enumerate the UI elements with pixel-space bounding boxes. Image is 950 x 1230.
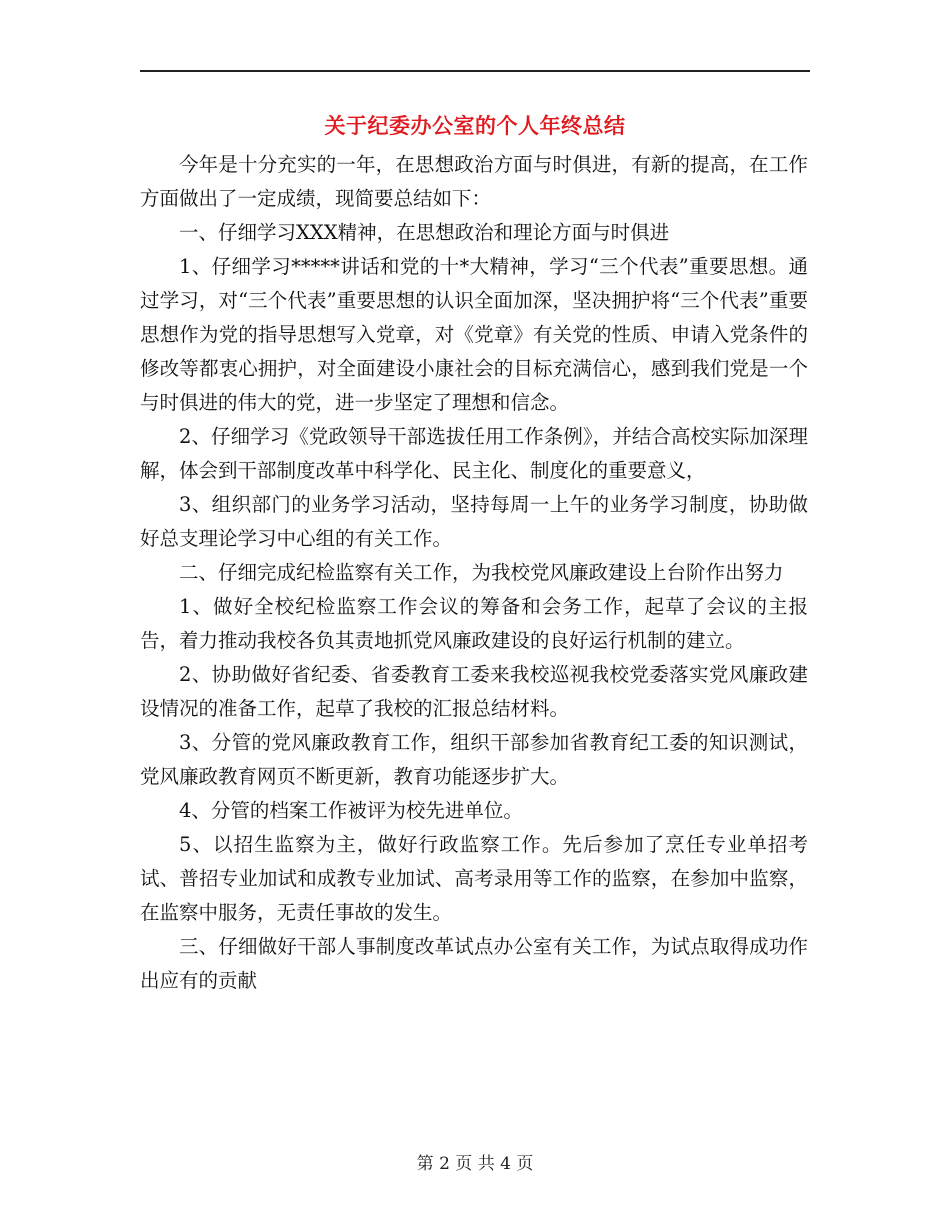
document-title: 关于纪委办公室的个人年终总结 xyxy=(324,113,626,138)
section-heading-2: 二、仔细完成纪检监察有关工作，为我校党风廉政建设上台阶作出努力 xyxy=(179,561,784,584)
paragraph: 3、分管的党风廉政教育工作，组织干部参加省教育纪工委的知识测试，党风廉政教育网页不断更新，教育功能逐步扩大。 xyxy=(140,731,808,788)
page-footer: 第 2 页 共 4 页 xyxy=(416,1154,534,1174)
section-heading-1: 一、仔细学习XXX精神，在思想政治和理论方面与时俱进 xyxy=(179,221,670,244)
header-rule xyxy=(140,70,810,72)
paragraph: 2、仔细学习《党政领导干部选拔任用工作条例》，并结合高校实际加深理解，体会到干部制度改革中科学化、民主化、制度化的重要意义， xyxy=(140,425,808,482)
paragraph: 3、组织部门的业务学习活动，坚持每周一上午的业务学习制度，协助做好总支理论学习中心组的有关工作。 xyxy=(140,493,808,550)
paragraph: 1、仔细学习*****讲话和党的十*大精神，学习“三个代表”重要思想。通过学习，对“三个代表”重要思想的认识全面加深，坚决拥护将“三个代表”重要思想作为党的指导思想写入党章，对《党章》有关党的性质、申请入党条件的修改等都衷心拥护，对全面建设小康社会的目标充满信心，感到我们党是一个与时俱进的伟大的党，进一步坚定了理想和信念。 xyxy=(140,255,808,414)
paragraph: 2、协助做好省纪委、省委教育工委来我校巡视我校党委落实党风廉政建设情况的准备工作，起草了我校的汇报总结材料。 xyxy=(140,663,808,720)
document-body xyxy=(140,148,808,998)
paragraph: 1、做好全校纪检监察工作会议的筹备和会务工作，起草了会议的主报告，着力推动我校各负其责地抓党风廉政建设的良好运行机制的建立。 xyxy=(140,595,808,652)
paragraph-intro: 今年是十分充实的一年，在思想政治方面与时俱进，有新的提高，在工作方面做出了一定成绩，现简要总结如下： xyxy=(140,153,808,210)
paragraph: 5、以招生监察为主，做好行政监察工作。先后参加了烹任专业单招考试、普招专业加试和成教专业加试、高考录用等工作的监察，在参加中监察，在监察中服务，无责任事故的发生。 xyxy=(140,833,808,924)
paragraph: 4、分管的档案工作被评为校先进单位。 xyxy=(179,799,523,822)
section-heading-3: 三、仔细做好干部人事制度改革试点办公室有关工作，为试点取得成功作出应有的贡献 xyxy=(140,935,808,992)
